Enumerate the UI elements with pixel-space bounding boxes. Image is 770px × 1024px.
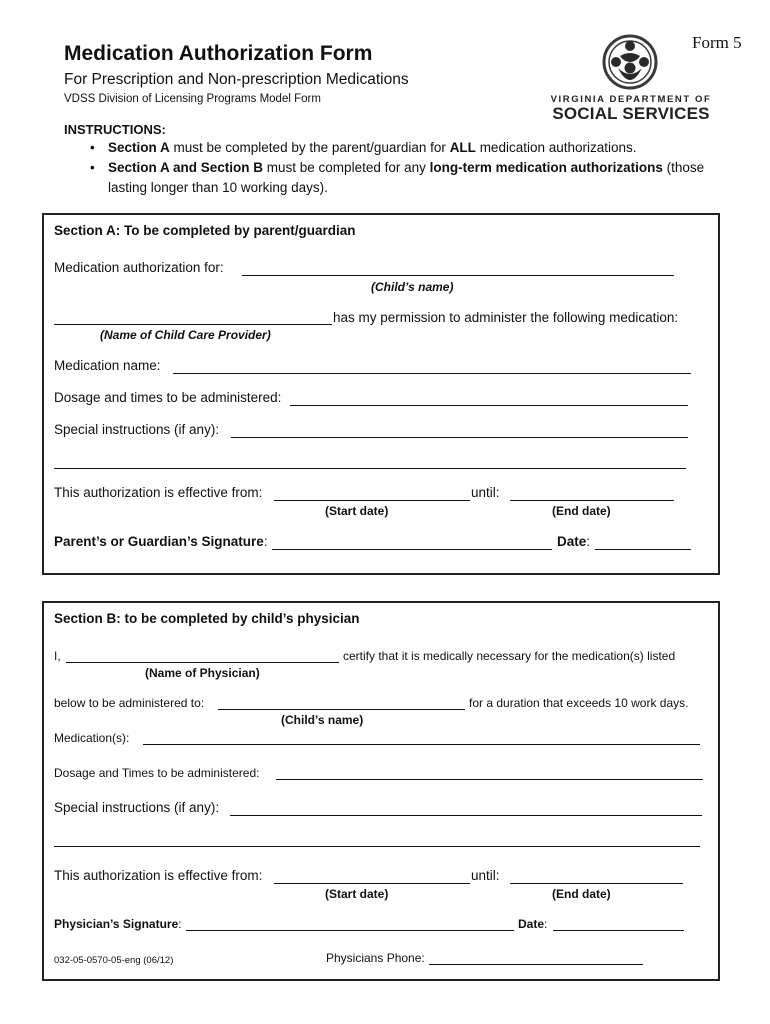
form-number: Form 5	[692, 33, 742, 52]
medications-field[interactable]	[143, 744, 700, 745]
logo-line1: VIRGINIA DEPARTMENT OF	[550, 94, 712, 105]
date-text: Date	[518, 917, 545, 931]
end-date-caption-b: (End date)	[552, 887, 611, 901]
guardian-signature-field[interactable]	[272, 549, 552, 550]
vdss-logo	[546, 34, 714, 126]
end-date-field-b[interactable]	[510, 883, 683, 884]
special-instructions-field-b-2[interactable]	[54, 846, 700, 847]
start-date-caption: (Start date)	[325, 504, 389, 518]
bold-text: ALL	[449, 140, 476, 155]
guardian-date-label	[557, 534, 590, 549]
effective-from-label-b: This authorization is effective from:	[54, 868, 263, 883]
text: must be completed for any	[263, 160, 430, 175]
special-instructions-field-b[interactable]	[230, 815, 702, 816]
date-text: Date	[557, 534, 587, 549]
colon: :	[586, 534, 591, 549]
i-label: I,	[54, 649, 61, 663]
physician-date-label	[518, 917, 547, 931]
special-instructions-label-b: Special instructions (if any):	[54, 800, 220, 815]
instruction-bullet-2-line2: lasting longer than 10 working days).	[108, 180, 328, 195]
physician-phone-label: Physicians Phone:	[326, 951, 425, 965]
guardian-date-field[interactable]	[595, 549, 691, 550]
until-label-b: until:	[471, 868, 500, 883]
instruction-bullet-1	[108, 140, 637, 155]
medication-name-field[interactable]	[173, 373, 691, 374]
child-name-field[interactable]	[242, 275, 674, 276]
text: must be completed by the parent/guardian for	[169, 140, 450, 155]
medications-label: Medication(s):	[54, 731, 130, 745]
page-subtitle: For Prescription and Non-prescription Medications	[64, 71, 409, 88]
start-date-field-b[interactable]	[274, 883, 470, 884]
colon: :	[544, 917, 548, 931]
end-date-caption: (End date)	[552, 504, 611, 518]
dosage-times-field[interactable]	[290, 405, 688, 406]
signature-text: Physician’s Signature	[54, 917, 179, 931]
physician-name-field[interactable]	[66, 662, 339, 663]
until-label: until:	[471, 485, 500, 500]
start-date-caption-b: (Start date)	[325, 887, 389, 901]
effective-from-label: This authorization is effective from:	[54, 485, 263, 500]
child-name-caption-b: (Child’s name)	[281, 713, 364, 727]
instructions-heading: INSTRUCTIONS:	[64, 122, 166, 137]
child-name-field-b[interactable]	[218, 709, 465, 710]
child-name-caption: (Child’s name)	[371, 280, 454, 294]
medication-name-label: Medication name:	[54, 358, 161, 373]
special-instructions-label: Special instructions (if any):	[54, 422, 220, 437]
text: (those	[662, 160, 705, 175]
physician-caption: (Name of Physician)	[145, 666, 260, 680]
bold-text: Section A	[108, 140, 170, 155]
provider-name-field[interactable]	[54, 324, 332, 325]
bold-text: Section A and Section B	[108, 160, 264, 175]
dosage-times-label-b: Dosage and Times to be administered:	[54, 766, 260, 780]
special-instructions-field-2[interactable]	[54, 468, 686, 469]
provider-caption: (Name of Child Care Provider)	[100, 328, 271, 342]
section-b-heading: Section B: to be completed by child’s physician	[54, 611, 360, 626]
logo-line2: SOCIAL SERVICES	[552, 104, 710, 123]
physician-phone-field[interactable]	[429, 964, 643, 965]
division-label: VDSS Division of Licensing Programs Model Form	[64, 93, 321, 105]
instruction-bullet-2	[108, 160, 704, 175]
below-to-label: below to be administered to:	[54, 696, 205, 710]
family-circle-logo-icon	[602, 34, 658, 90]
section-a-heading: Section A: To be completed by parent/guardian	[54, 223, 356, 238]
colon: :	[263, 534, 268, 549]
page-title: Medication Authorization Form	[64, 42, 373, 65]
bold-text: long-term medication authorizations	[429, 160, 663, 175]
form-code: 032-05-0570-05-eng (06/12)	[54, 955, 174, 966]
dosage-times-field-b[interactable]	[276, 779, 703, 780]
bullet-dot: •	[90, 160, 95, 175]
guardian-signature-label	[54, 534, 268, 549]
signature-text: Parent’s or Guardian’s Signature	[54, 534, 264, 549]
permission-text: has my permission to administer the following medication:	[333, 310, 679, 325]
physician-date-field[interactable]	[553, 930, 684, 931]
special-instructions-field[interactable]	[231, 437, 688, 438]
physician-signature-field[interactable]	[186, 930, 514, 931]
colon: :	[178, 917, 182, 931]
dosage-times-label: Dosage and times to be administered:	[54, 390, 282, 405]
duration-text: for a duration that exceeds 10 work days.	[469, 696, 689, 710]
text: medication authorizations.	[475, 140, 637, 155]
authorization-for-label: Medication authorization for:	[54, 260, 224, 275]
physician-signature-label	[54, 917, 182, 931]
bullet-dot: •	[90, 140, 95, 155]
start-date-field[interactable]	[274, 500, 470, 501]
end-date-field[interactable]	[510, 500, 674, 501]
certify-text: certify that it is medically necessary for the medication(s) listed	[343, 649, 676, 663]
